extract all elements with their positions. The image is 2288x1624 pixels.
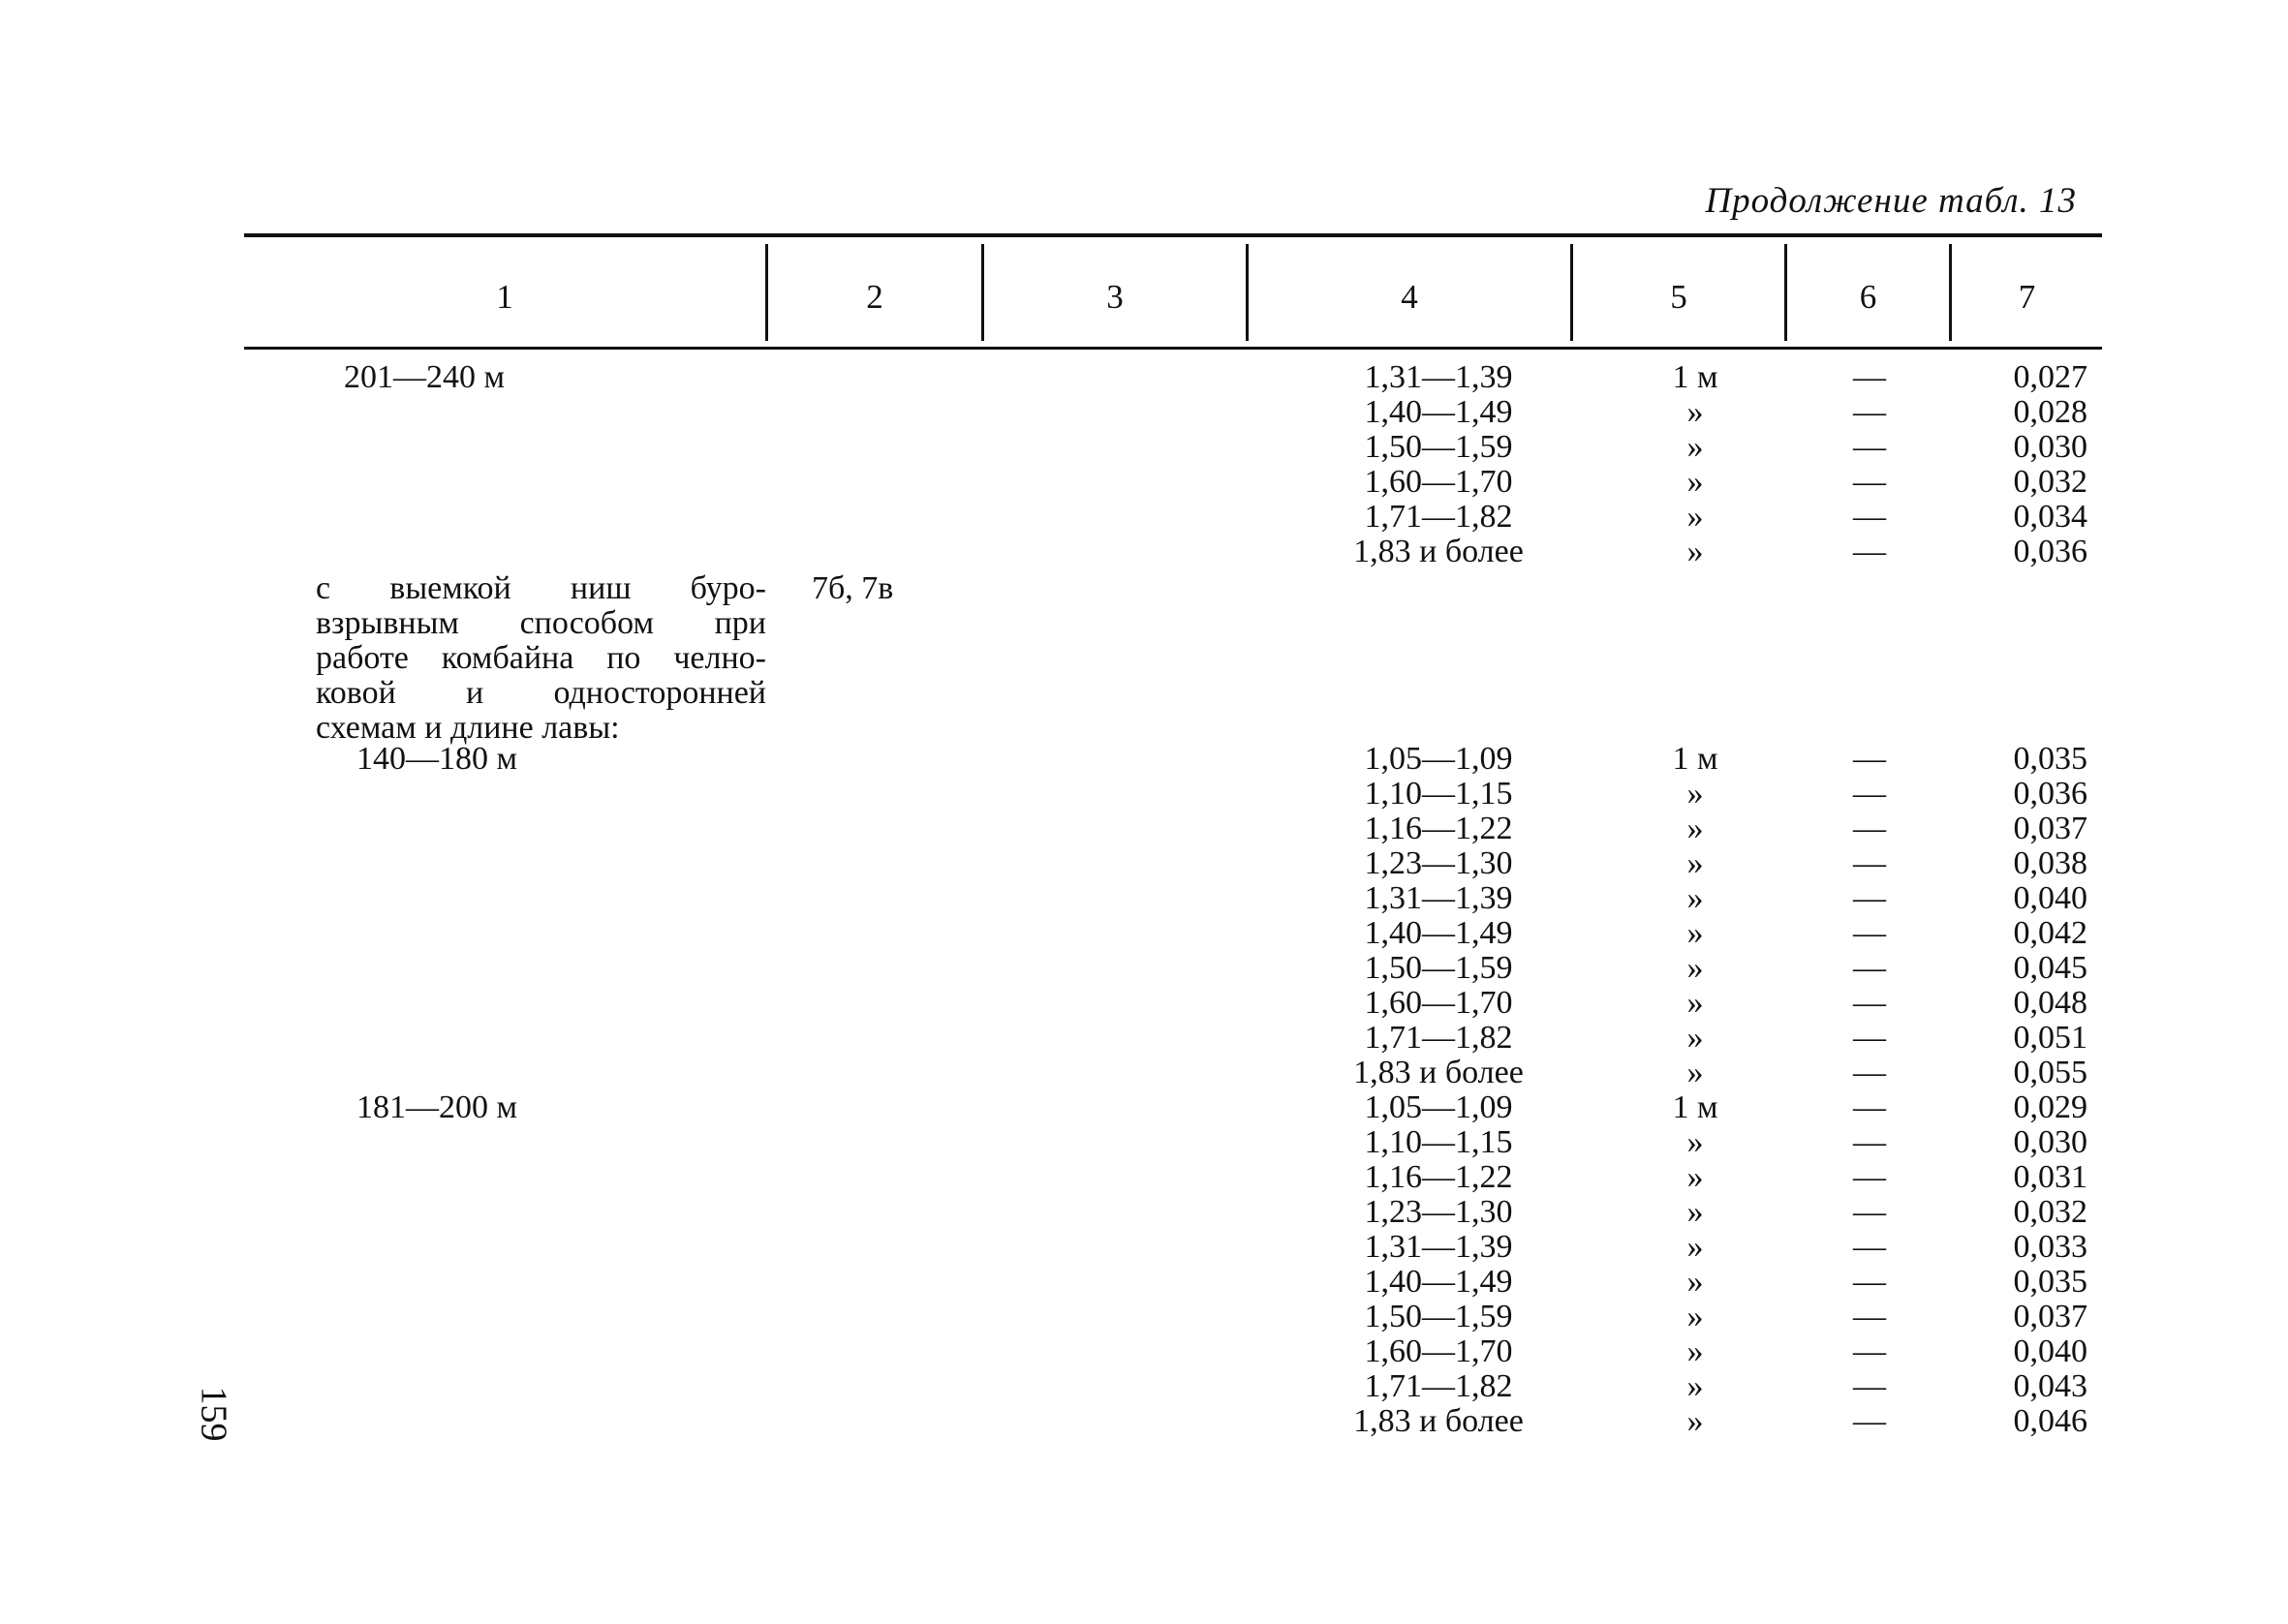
- cell-c5: »: [1686, 1159, 1704, 1195]
- cell-c4: 1,83 и более: [1353, 1055, 1524, 1090]
- table-row: [0, 500, 2288, 535]
- cell-c6: —: [1853, 394, 1886, 430]
- cell-c7: 0,051: [2013, 1020, 2087, 1056]
- cell-c6: —: [1853, 776, 1886, 812]
- cell-c6: —: [1853, 880, 1886, 916]
- cell-c6: —: [1853, 1020, 1886, 1056]
- table-row: [0, 1404, 2288, 1439]
- cell-c6: —: [1853, 1229, 1886, 1265]
- cell-c7: 0,033: [2013, 1229, 2087, 1265]
- table-row: [0, 986, 2288, 1021]
- cell-c7: 0,028: [2013, 394, 2087, 430]
- cell-c6: —: [1853, 499, 1886, 535]
- cell-c6: —: [1853, 1159, 1886, 1195]
- cell-c4: 1,83 и более: [1353, 534, 1524, 569]
- cell-c4: 1,23—1,30: [1364, 1194, 1513, 1230]
- table-top-rule: [244, 233, 2102, 237]
- cell-c6: —: [1853, 811, 1886, 846]
- cell-c6: —: [1853, 1333, 1886, 1369]
- cell-c6: —: [1853, 741, 1886, 777]
- cell-c4: 1,40—1,49: [1364, 915, 1513, 951]
- cell-c6: —: [1853, 534, 1886, 569]
- cell-c4: 1,71—1,82: [1364, 1020, 1513, 1056]
- table-row: [0, 1160, 2288, 1195]
- table-row: [0, 881, 2288, 916]
- cell-c4: 1,50—1,59: [1364, 950, 1513, 986]
- cell-c5: 1 м: [1672, 1089, 1718, 1125]
- cell-c5: »: [1686, 1020, 1704, 1056]
- section-label-201-240: 201—240 м: [344, 359, 506, 395]
- cell-c5: »: [1686, 1229, 1704, 1265]
- cell-c6: —: [1853, 985, 1886, 1021]
- header-col-3: 3: [1106, 278, 1124, 316]
- table-row: [0, 812, 2288, 846]
- cell-c6: —: [1853, 464, 1886, 500]
- cell-c5: »: [1686, 394, 1704, 430]
- table-row: [0, 742, 2288, 777]
- cell-c4: 1,60—1,70: [1364, 1333, 1513, 1369]
- cell-c5: »: [1686, 1368, 1704, 1404]
- cell-c4: 1,31—1,39: [1364, 359, 1513, 395]
- cell-c7: 0,032: [2013, 464, 2087, 500]
- cell-c6: —: [1853, 1055, 1886, 1090]
- cell-c7: 0,036: [2013, 534, 2087, 569]
- description-line: ковой и односторонней: [316, 675, 766, 711]
- table-row: [0, 395, 2288, 430]
- cell-c7: 0,030: [2013, 1124, 2087, 1160]
- cell-c5: »: [1686, 1194, 1704, 1230]
- table-row: [0, 1195, 2288, 1230]
- cell-c5: »: [1686, 915, 1704, 951]
- table-row: [0, 1230, 2288, 1265]
- table-row: [0, 1056, 2288, 1090]
- table-row: [0, 1090, 2288, 1125]
- description-line: работе комбайна по челно-: [316, 640, 766, 676]
- cell-c5: »: [1686, 1264, 1704, 1300]
- cell-c7: 0,045: [2013, 950, 2087, 986]
- table-row: [0, 1021, 2288, 1056]
- description-line: взрывным способом при: [316, 605, 766, 641]
- table-caption: Продолжение табл. 13: [1705, 181, 2077, 221]
- header-col-5: 5: [1670, 278, 1687, 316]
- cell-c4: 1,71—1,82: [1364, 1368, 1513, 1404]
- table-row: [0, 1125, 2288, 1160]
- cell-c7: 0,037: [2013, 811, 2087, 846]
- cell-c5: 1 м: [1672, 359, 1718, 395]
- cell-c4: 1,50—1,59: [1364, 1299, 1513, 1334]
- cell-c7: 0,036: [2013, 776, 2087, 812]
- cell-c5: »: [1686, 464, 1704, 500]
- cell-c7: 0,046: [2013, 1403, 2087, 1439]
- cell-c4: 1,10—1,15: [1364, 776, 1513, 812]
- table-row: [0, 430, 2288, 465]
- table-row: [0, 1334, 2288, 1369]
- cell-c4: 1,71—1,82: [1364, 499, 1513, 535]
- table-row: [0, 1300, 2288, 1334]
- cell-c7: 0,037: [2013, 1299, 2087, 1334]
- cell-c6: —: [1853, 359, 1886, 395]
- cell-c5: »: [1686, 950, 1704, 986]
- cell-c7: 0,038: [2013, 845, 2087, 881]
- table-row: [0, 1369, 2288, 1404]
- cell-c4: 1,83 и более: [1353, 1403, 1524, 1439]
- cell-c6: —: [1853, 915, 1886, 951]
- cell-c4: 1,60—1,70: [1364, 464, 1513, 500]
- cell-c5: »: [1686, 534, 1704, 569]
- cell-c7: 0,034: [2013, 499, 2087, 535]
- cell-c6: —: [1853, 845, 1886, 881]
- table-row: [0, 360, 2288, 395]
- header-col-4: 4: [1401, 278, 1418, 316]
- description-line: с выемкой ниш буро-: [316, 570, 766, 606]
- header-col-2: 2: [866, 278, 883, 316]
- description-code: 7б, 7в: [812, 570, 894, 606]
- cell-c6: —: [1853, 1403, 1886, 1439]
- description-text: [316, 571, 766, 746]
- cell-c4: 1,23—1,30: [1364, 845, 1513, 881]
- section-label-140-180: 140—180 м: [356, 741, 518, 777]
- cell-c4: 1,10—1,15: [1364, 1124, 1513, 1160]
- table-row: [0, 916, 2288, 951]
- cell-c6: —: [1853, 1368, 1886, 1404]
- table-row: [0, 465, 2288, 500]
- cell-c4: 1,40—1,49: [1364, 1264, 1513, 1300]
- header-col-1: 1: [496, 278, 513, 316]
- cell-c7: 0,048: [2013, 985, 2087, 1021]
- cell-c6: —: [1853, 1194, 1886, 1230]
- description-line: схемам и длине лавы:: [316, 710, 620, 746]
- section-label-181-200: 181—200 м: [356, 1089, 518, 1125]
- cell-c7: 0,027: [2013, 359, 2087, 395]
- header-col-7: 7: [2018, 278, 2036, 316]
- cell-c5: »: [1686, 845, 1704, 881]
- cell-c5: »: [1686, 499, 1704, 535]
- table-row: [0, 535, 2288, 569]
- cell-c5: »: [1686, 1333, 1704, 1369]
- cell-c7: 0,029: [2013, 1089, 2087, 1125]
- cell-c6: —: [1853, 950, 1886, 986]
- cell-c6: —: [1853, 1299, 1886, 1334]
- cell-c5: »: [1686, 985, 1704, 1021]
- cell-c4: 1,16—1,22: [1364, 1159, 1513, 1195]
- cell-c7: 0,040: [2013, 880, 2087, 916]
- cell-c5: »: [1686, 1299, 1704, 1334]
- cell-c7: 0,035: [2013, 741, 2087, 777]
- cell-c5: »: [1686, 1403, 1704, 1439]
- cell-c4: 1,60—1,70: [1364, 985, 1513, 1021]
- table-body: [0, 360, 2288, 1464]
- cell-c7: 0,035: [2013, 1264, 2087, 1300]
- cell-c5: »: [1686, 811, 1704, 846]
- cell-c7: 0,031: [2013, 1159, 2087, 1195]
- cell-c6: —: [1853, 429, 1886, 465]
- cell-c7: 0,030: [2013, 429, 2087, 465]
- table-row: [0, 951, 2288, 986]
- header-bottom-rule: [244, 347, 2102, 350]
- cell-c4: 1,05—1,09: [1364, 1089, 1513, 1125]
- cell-c7: 0,043: [2013, 1368, 2087, 1404]
- cell-c7: 0,042: [2013, 915, 2087, 951]
- table-row: [0, 777, 2288, 812]
- cell-c4: 1,16—1,22: [1364, 811, 1513, 846]
- cell-c7: 0,032: [2013, 1194, 2087, 1230]
- header-col-6: 6: [1859, 278, 1877, 316]
- cell-c5: »: [1686, 776, 1704, 812]
- cell-c6: —: [1853, 1264, 1886, 1300]
- cell-c7: 0,040: [2013, 1333, 2087, 1369]
- cell-c4: 1,05—1,09: [1364, 741, 1513, 777]
- cell-c4: 1,31—1,39: [1364, 880, 1513, 916]
- cell-c6: —: [1853, 1089, 1886, 1125]
- table-row: [0, 1265, 2288, 1300]
- cell-c6: —: [1853, 1124, 1886, 1160]
- cell-c4: 1,50—1,59: [1364, 429, 1513, 465]
- cell-c4: 1,31—1,39: [1364, 1229, 1513, 1265]
- cell-c5: 1 м: [1672, 741, 1718, 777]
- cell-c5: »: [1686, 880, 1704, 916]
- page-number: 159: [193, 1386, 234, 1442]
- cell-c7: 0,055: [2013, 1055, 2087, 1090]
- table-row: [0, 846, 2288, 881]
- cell-c5: »: [1686, 1055, 1704, 1090]
- cell-c5: »: [1686, 1124, 1704, 1160]
- cell-c5: »: [1686, 429, 1704, 465]
- cell-c4: 1,40—1,49: [1364, 394, 1513, 430]
